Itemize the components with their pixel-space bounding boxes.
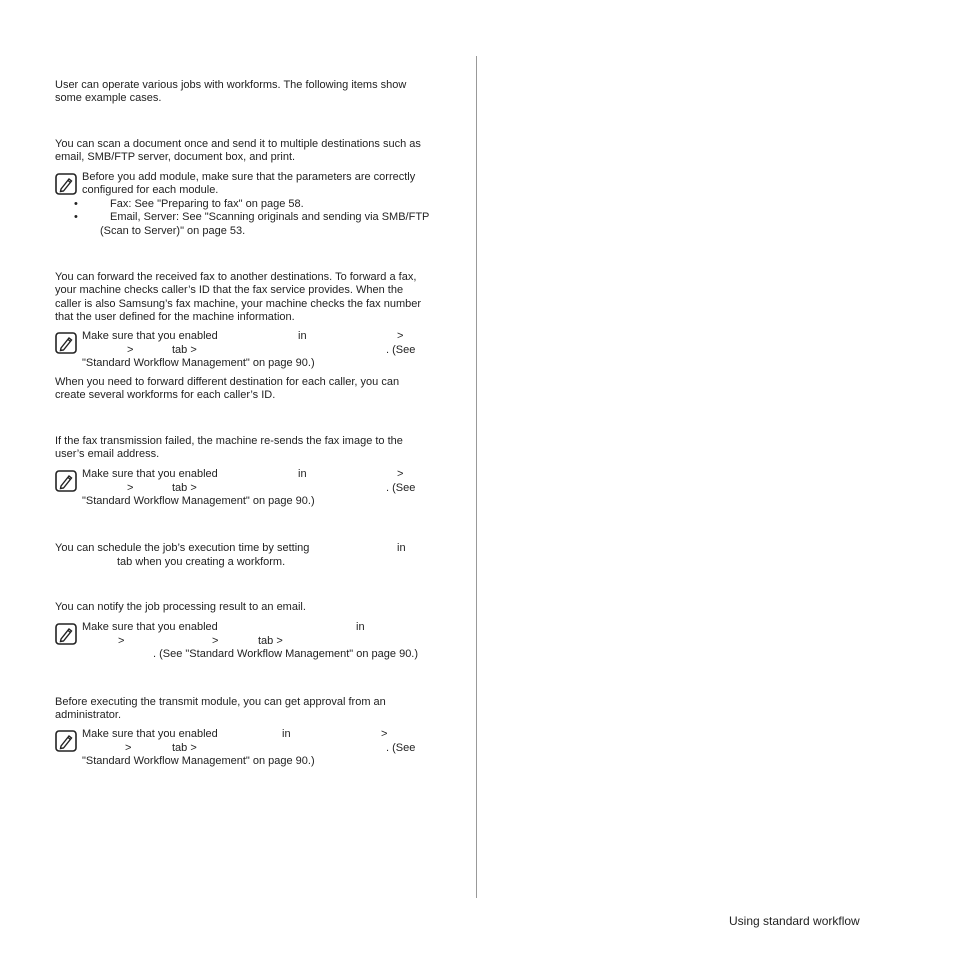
note-fax-failure: Make sure that you enabled in > > tab > . (See "Standard Workflow Management" on page 90.) (82, 468, 416, 507)
note-forward-fax: Make sure that you enabled in > > tab > . (See "Standard Workflow Management" on page 90.) (82, 330, 416, 369)
intro-paragraph: User can operate various jobs with workforms. The following items show some example cases. (55, 79, 407, 105)
forward-each-paragraph: When you need to forward different destination for each caller, you can create several workforms for each caller’s ID. (55, 376, 400, 402)
note-notify: Make sure that you enabled in > > tab > . (See "Standard Workflow Management" on page 90.) (82, 621, 419, 660)
note-pencil-icon (55, 173, 77, 195)
note-scan-parameters: Before you add module, make sure that the parameters are correctly configured for each module. • Fax: See "Preparing to fax" on page 58. • Email, Server: See "Scanning originals and sending via SMB/FTP (Scan to Server)" on page 53. (74, 171, 430, 237)
note-approval: Make sure that you enabled in > > tab > . (See "Standard Workflow Management" on page 90.) (82, 728, 416, 767)
schedule-paragraph: You can schedule the job’s execution time by setting in tab when you creating a workform. (55, 542, 406, 568)
note-bullet-fax: • Fax: See "Preparing to fax" on page 58. (74, 197, 304, 210)
approval-paragraph: Before executing the transmit module, you can get approval from an administrator. (55, 696, 386, 722)
fail-paragraph: If the fax transmission failed, the machine re-sends the fax image to the user’s email address. (55, 435, 403, 461)
forward-fax-paragraph: You can forward the received fax to another destinations. To forward a fax, your machine checks caller’s ID that the fax service provides. When the caller is also Samsung’s fax machine, your machine checks the fax number that the user defined for the machine information. (55, 271, 422, 324)
note-bullet-email: • Email, Server: See "Scanning originals and sending via SMB/FTP (74, 211, 430, 224)
page-footer: Using standard workflow (729, 914, 860, 928)
notify-paragraph: You can notify the job processing result to an email. (55, 601, 306, 613)
scan-multi-paragraph: You can scan a document once and send it to multiple destinations such as email, SMB/FTP server, document box, and print. (55, 138, 421, 164)
